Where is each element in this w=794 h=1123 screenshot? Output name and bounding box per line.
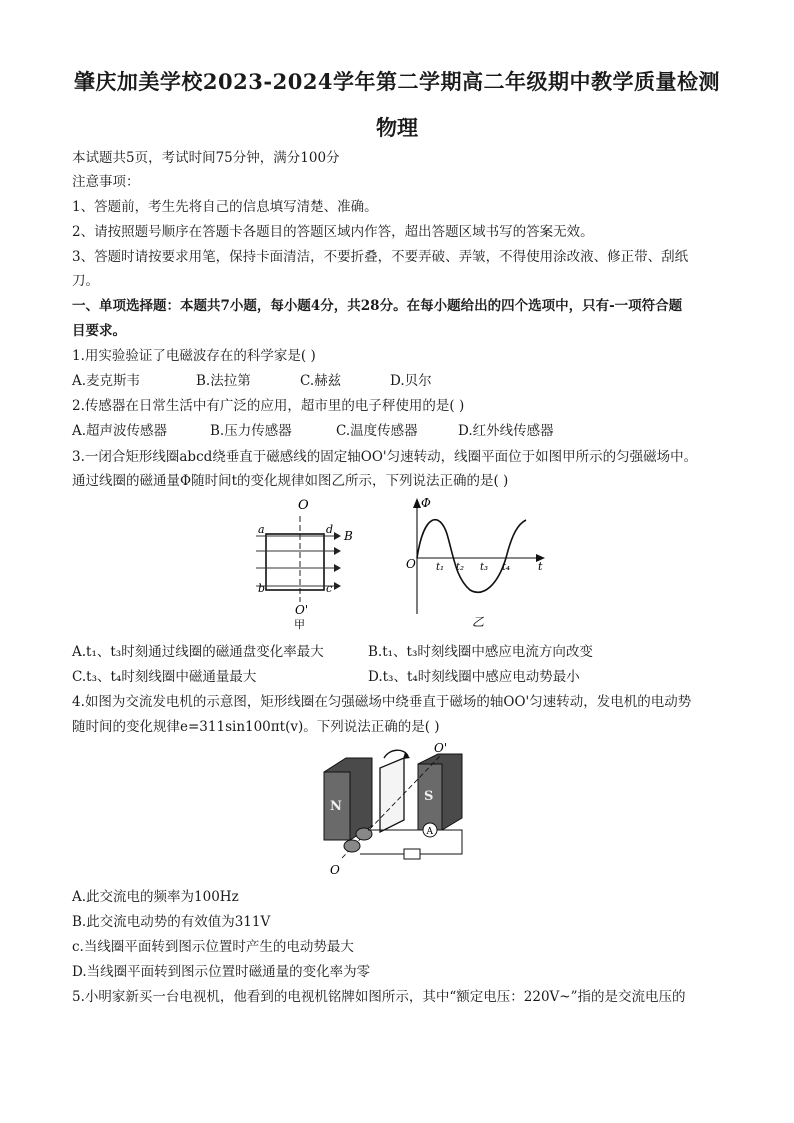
ammeter-label: A [426,827,433,837]
q3-option-a: A.t₁、t₃时刻通过线圈的磁通盘变化率最大 [72,644,324,660]
fig-a-label-b: b [258,582,266,595]
q1-stem: 1.用实验验证了电磁波存在的科学家是( ) [72,348,316,364]
fig-a-label-o-top: O [298,498,309,513]
fig-b-flux-curve [417,520,526,593]
notice-item-3b: 刀。 [72,273,99,289]
notice-item-1: 1、答题前，考生先将自己的信息填写清楚、准确。 [72,199,378,215]
q2-option-c: C.温度传感器 [336,423,418,439]
fig-b-t1-label: t₁ [436,562,445,573]
q3-options-row2 [72,667,732,687]
fig-a-arrow-icon [334,532,341,540]
fig-b-t2-label: t₂ [456,562,465,573]
fig-b-t3-label: t₃ [480,562,489,573]
axis-label-bottom: O [330,863,340,877]
section-heading: 一、单项选择题：本题共7小题，每小题4分，共28分。在每小题给出的四个选项中，只有-一项符合题 [72,298,683,314]
q4-option-d: D.当线圈平面转到图示位置时磁通量的变化率为零 [72,964,371,980]
q1-options [72,371,732,391]
axis-label-top: O' [434,741,448,755]
q1-option-a: A.麦克斯韦 [72,373,141,389]
resistor [404,849,420,859]
fig-a-coil [266,534,324,590]
q1-option-d: D.贝尔 [390,373,432,389]
q1-option-c: C.赫兹 [300,373,342,389]
fig-a-label-c: c [326,582,333,595]
q2-option-b: B.压力传感器 [210,423,292,439]
fig-a-arrow-icon [334,582,341,590]
q3-stem-cont: 通过线圈的磁通量Φ随时间t的变化规律如图乙所示，下列说法正确的是( ) [72,473,509,489]
q3-option-c: C.t₃、t₄时刻线圈中磁通量最大 [72,669,257,685]
notice-item-3a: 3、答题时请按要求用笔，保持卡面清洁，不要折叠，不要弄破、弄皱，不得使用涂改液、修正带、刮纸 [72,249,689,265]
fig-a-arrow-icon [334,564,341,572]
fig-a-label-b-field: B [344,529,353,543]
fig-a-label-o-bottom: O' [295,603,309,617]
q2-stem: 2.传感器在日常生活中有广泛的应用，超市里的电子秤使用的是( ) [72,398,465,414]
fig-a-label-d: d [326,523,334,536]
fig-b-origin-label: O [406,557,416,571]
q3-option-d: D.t₃、t₄时刻线圈中感应电动势最小 [368,669,580,685]
magnet-n-label: N [330,799,342,814]
fig-b-t-label: t [538,560,543,573]
q1-option-b: B.法拉第 [196,373,251,389]
q3-figure-b [400,494,550,634]
notice-item-2: 2、请按照题号顺序在答题卡各题目的答题区域内作答，超出答题区域书写的答案无效。 [72,224,594,240]
q4-stem-cont: 随时间的变化规律e=311sin100πt(v)。下列说法正确的是( ) [72,719,440,735]
q3-option-b: B.t₁、t₃时刻线圈中感应电流方向改变 [368,644,593,660]
q4-option-a: A.此交流电的频率为100Hz [72,889,239,905]
fig-b-caption: 乙 [472,615,485,629]
fig-b-phi-label: Φ [421,496,431,510]
q5-stem: 5.小明家新买一台电视机，他看到的电视机铭牌如图所示，其中“额定电压：220V~”指的是交流电压的 [72,989,686,1005]
q2-option-a: A.超声波传感器 [72,423,168,439]
magnet-s-label: S [424,789,434,804]
notice-title: 注意事项： [72,174,140,190]
fig-a-caption: 甲 [294,618,305,631]
section-heading-cont: 目要求。 [72,323,126,339]
q4-stem: 4.如图为交流发电机的示意图，矩形线圈在匀强磁场中绕垂直于磁场的轴OO'匀速转动，发电机的电动势 [72,694,692,710]
fig-b-t4-label: t₄ [502,562,511,573]
rotating-coil [380,758,404,832]
q4-option-c: c.当线圈平面转到图示位置时产生的电动势最大 [72,939,354,955]
fig-a-arrow-icon [334,547,341,555]
exam-info: 本试题共5页，考试时间75分钟，满分100分 [72,150,340,166]
exam-subject: 物理 [376,115,418,140]
fig-a-label-a: a [258,523,265,536]
q2-options [72,421,732,441]
q3-figure-a [248,492,368,632]
q4-generator-figure [312,740,472,880]
q4-option-b: B.此交流电动势的有效值为311V [72,914,271,930]
exam-title: 肇庆加美学校2023-2024学年第二学期高二年级期中教学质量检测 [73,69,721,94]
q3-stem: 3.一闭合矩形线圈abcd绕垂直于磁感线的固定轴OO'匀速转动，线圈平面位于如图甲所示的匀强磁场中。 [72,449,698,465]
q3-options-row1 [72,642,732,662]
slip-ring [344,840,360,852]
q2-option-d: D.红外线传感器 [458,423,554,439]
fig-b-phi-arrow-icon [413,498,421,508]
